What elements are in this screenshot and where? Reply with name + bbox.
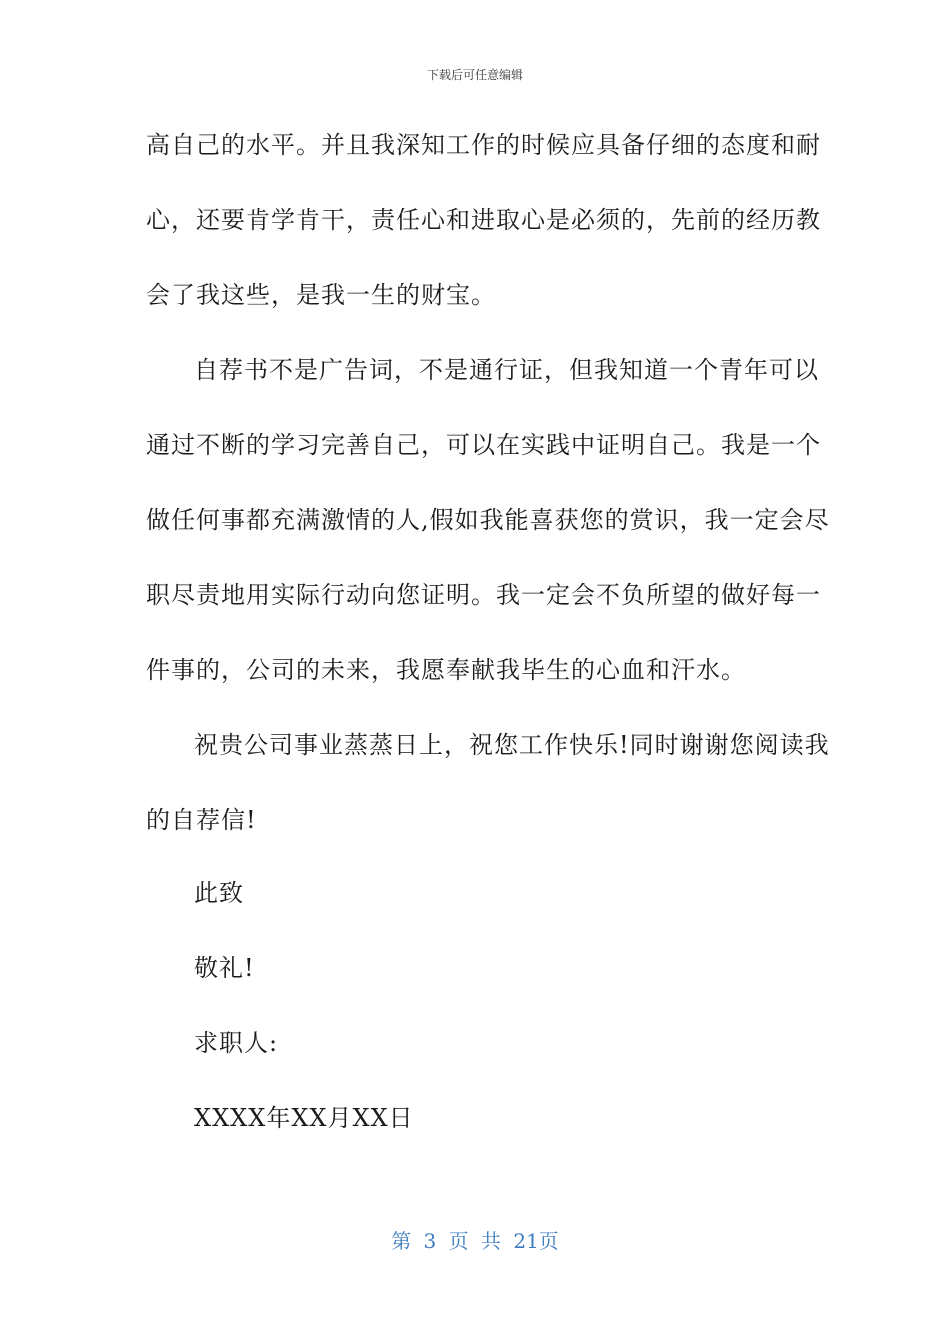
text-line: 自荐书不是广告词，不是通行证，但我知道一个青年可以	[194, 356, 819, 384]
text-line: 职尽责地用实际行动向您证明。我一定会不负所望的做好每一	[146, 581, 821, 609]
text-line: 做任何事都充满激情的人,假如我能喜获您的赏识，我一定会尽	[146, 506, 830, 534]
closing-salutation: 此致	[194, 879, 244, 907]
page-footer: 第 3 页 共 21页	[391, 1229, 559, 1253]
text-line: 通过不断的学习完善自己，可以在实践中证明自己。我是一个	[146, 431, 821, 459]
text-line: 高自己的水平。并且我深知工作的时候应具备仔细的态度和耐	[146, 131, 821, 159]
closing-regards: 敬礼!	[194, 954, 255, 982]
text-line: 会了我这些，是我一生的财宝。	[146, 281, 496, 309]
text-line: 心，还要肯学肯干，责任心和进取心是必须的，先前的经历教	[146, 206, 821, 234]
date-line: XXXX年XX月XX日	[194, 1104, 414, 1132]
applicant-label: 求职人:	[194, 1029, 279, 1057]
text-line: 的自荐信!	[146, 806, 257, 834]
header-note: 下载后可任意编辑	[426, 68, 523, 82]
text-line: 件事的，公司的未来，我愿奉献我毕生的心血和汗水。	[146, 656, 746, 684]
text-line: 祝贵公司事业蒸蒸日上，祝您工作快乐!同时谢谢您阅读我	[194, 731, 830, 759]
